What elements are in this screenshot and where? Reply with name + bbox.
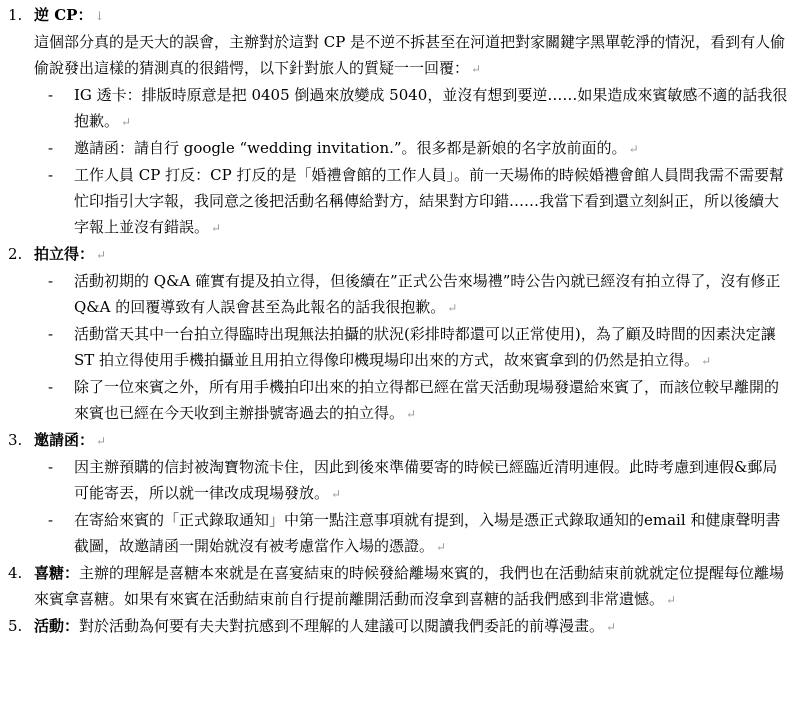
list-item-wedding-candy bbox=[6, 560, 788, 613]
dash-bullet: - bbox=[48, 325, 54, 343]
item-number: 5. bbox=[8, 617, 23, 635]
paragraph-mark-icon: ↓ bbox=[94, 9, 105, 23]
sub-item-text: 活動當天其中一台拍立得臨時出現無法拍攝的狀況(彩排時都還可以正常使用)，為了顧及時間的因素決定讓 ST 拍立得使用手機拍攝並且用拍立得像印機現場印出來的方式，故來賓拿到的仍然是拍立得。 bbox=[74, 325, 776, 369]
paragraph-mark-icon: ↵ bbox=[211, 221, 222, 235]
sub-list-item bbox=[34, 268, 788, 321]
paragraph-mark-icon: ↵ bbox=[471, 62, 482, 76]
list-item-event bbox=[6, 613, 788, 640]
item-body-text: 對於活動為何要有夫夫對抗感到不理解的人建議可以閱讀我們委託的前導漫畫。 bbox=[79, 617, 605, 635]
sub-list-item bbox=[34, 82, 788, 135]
list-item-polaroid bbox=[6, 241, 788, 427]
item-body-text: 主辦的理解是喜糖本來就是在喜宴結束的時候發給離場來賓的，我們也在活動結束前就就定位提醒每位離場來賓拿喜糖。如果有來賓在活動結束前自行提前離開活動而沒拿到喜糖的話我們感到非常遺憾。 bbox=[34, 564, 785, 608]
sub-list-item bbox=[34, 454, 788, 507]
paragraph-mark-icon: ↵ bbox=[406, 407, 417, 421]
paragraph-mark-icon: ↵ bbox=[447, 301, 458, 315]
dash-bullet: - bbox=[48, 272, 54, 290]
item-title: 逆 CP： bbox=[34, 6, 93, 24]
item-title: 邀請函： bbox=[34, 431, 95, 449]
sub-item-text: 邀請函：請自行 google “wedding invitation.”。很多都是新娘的名字放前面的。 bbox=[74, 139, 627, 157]
paragraph-mark-icon: ↵ bbox=[96, 434, 107, 448]
sub-list bbox=[34, 82, 788, 241]
item-number: 4. bbox=[8, 564, 23, 582]
item-number: 3. bbox=[8, 431, 23, 449]
item-title: 拍立得： bbox=[34, 245, 95, 263]
dash-bullet: - bbox=[48, 378, 54, 396]
item-number: 2. bbox=[8, 245, 23, 263]
dash-bullet: - bbox=[48, 511, 54, 529]
sub-list bbox=[34, 268, 788, 427]
paragraph-mark-icon: ↵ bbox=[331, 487, 342, 501]
sub-item-text: IG 透卡：排版時原意是把 0405 倒過來放變成 5040，並沒有想到要逆……如果造成來賓敏感不適的話我很抱歉。 bbox=[74, 86, 788, 130]
sub-list-item bbox=[34, 162, 788, 241]
dash-bullet: - bbox=[48, 458, 54, 476]
sub-item-text: 除了一位來賓之外，所有用手機拍印出來的拍立得都已經在當天活動現場發還給來賓了，而該位較早離開的來賓也已經在今天收到主辦掛號寄過去的拍立得。 bbox=[74, 378, 780, 422]
item-title: 喜糖： bbox=[34, 564, 80, 582]
list-item-invitation bbox=[6, 427, 788, 560]
list-item-reverse-cp bbox=[6, 2, 788, 241]
paragraph-mark-icon: ↵ bbox=[436, 540, 447, 554]
sub-item-text: 工作人員 CP 打反：CP 打反的是「婚禮會館的工作人員」。前一天場佈的時候婚禮會館人員問我需不需要幫忙印指引大字報，我同意之後把活動名稱傳給對方，結果對方印錯……我當下看到還立刻糾正，所以後續大字報上並沒有錯誤。 bbox=[74, 166, 784, 236]
item-body-text: 這個部分真的是天大的誤會，主辦對於這對 CP 是不逆不拆甚至在河道把對家關鍵字黑單乾淨的情況，看到有人偷偷說發出這樣的猜測真的很錯愕，以下針對旅人的質疑一一回覆： bbox=[34, 33, 786, 77]
sub-item-text: 在寄給來賓的「正式錄取通知」中第一點注意事項就有提到，入場是憑正式錄取通知的email 和健康聲明書截圖，故邀請函一開始就沒有被考慮當作入場的憑證。 bbox=[74, 511, 781, 555]
paragraph-mark-icon: ↵ bbox=[606, 620, 617, 634]
sub-item-text: 活動初期的 Q&A 確實有提及拍立得，但後續在”正式公告來場禮”時公告內就已經沒有拍立得了，沒有修正 Q&A 的回覆導致有人誤會甚至為此報名的話我很抱歉。 bbox=[74, 272, 781, 316]
dash-bullet: - bbox=[48, 86, 54, 104]
dash-bullet: - bbox=[48, 139, 54, 157]
paragraph-mark-icon: ↵ bbox=[96, 248, 107, 262]
paragraph-mark-icon: ↵ bbox=[121, 115, 132, 129]
paragraph-mark-icon: ↵ bbox=[701, 354, 712, 368]
sub-list-item bbox=[34, 321, 788, 374]
sub-item-text: 因主辦預購的信封被淘寶物流卡住，因此到後來準備要寄的時候已經臨近清明連假。此時考慮到連假&郵局可能寄丟，所以就一律改成現場發放。 bbox=[74, 458, 778, 502]
item-title: 活動： bbox=[34, 617, 80, 635]
sub-list-item bbox=[34, 374, 788, 427]
sub-list-item bbox=[34, 507, 788, 560]
paragraph-mark-icon: ↵ bbox=[666, 593, 677, 607]
dash-bullet: - bbox=[48, 166, 54, 184]
sub-list-item bbox=[34, 135, 788, 162]
paragraph-mark-icon: ↵ bbox=[628, 142, 639, 156]
sub-list bbox=[34, 454, 788, 560]
item-number: 1. bbox=[8, 6, 23, 24]
